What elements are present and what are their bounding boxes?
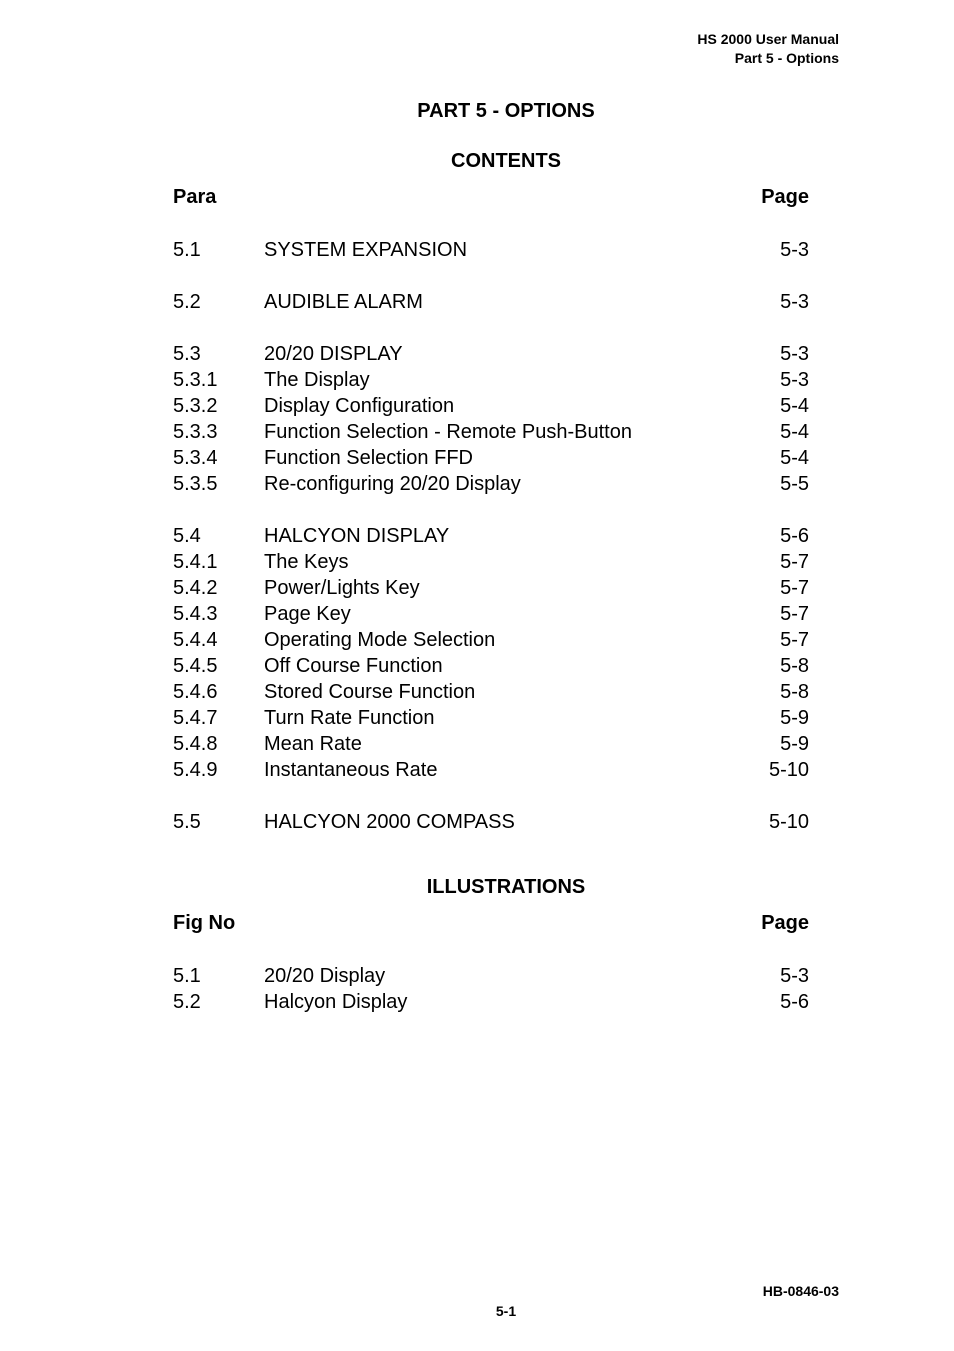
toc-entry-title: Display Configuration: [264, 395, 455, 417]
toc-page-number: 5-7: [780, 551, 809, 573]
toc-row: [173, 523, 809, 549]
toc-row: [173, 653, 809, 679]
toc-row: [173, 679, 809, 705]
toc-row: [173, 601, 809, 627]
figure-row: [173, 963, 809, 989]
toc-entry-title: 20/20 DISPLAY: [264, 343, 403, 365]
toc-entry-title: AUDIBLE ALARM: [264, 291, 423, 313]
toc-row: [173, 809, 809, 835]
figure-page-number: 5-3: [780, 965, 809, 987]
toc-entry-title: Operating Mode Selection: [264, 629, 496, 651]
toc-page-number: 5-9: [780, 707, 809, 729]
document-number: HB-0846-03: [762, 1283, 839, 1299]
toc-entry-title: Function Selection - Remote Push-Button: [264, 421, 632, 443]
toc-entry-title: Stored Course Function: [264, 681, 476, 703]
toc-entry-title: Turn Rate Function: [264, 707, 435, 729]
toc-page-number: 5-5: [780, 473, 809, 495]
toc-entry-title: Power/Lights Key: [264, 577, 420, 599]
manual-title: HS 2000 User Manual: [697, 31, 839, 47]
toc-page-number: 5-8: [780, 655, 809, 677]
toc-row: [173, 237, 809, 263]
figure-title: Halcyon Display: [264, 991, 408, 1013]
toc-page-number: 5-10: [768, 811, 809, 833]
toc-entry-title: SYSTEM EXPANSION: [264, 239, 468, 261]
toc-para-number: 5.3: [173, 343, 201, 365]
toc-page-number: 5-8: [780, 681, 809, 703]
figure-number: 5.1: [173, 965, 201, 987]
toc-para-number: 5.3.5: [173, 473, 218, 495]
toc-para-number: 5.3.4: [173, 447, 218, 469]
running-header: [697, 30, 839, 68]
toc-entry-title: Mean Rate: [264, 733, 362, 755]
figure-title: 20/20 Display: [264, 965, 386, 987]
toc-para-number: 5.1: [173, 239, 201, 261]
toc-row: [173, 731, 809, 757]
para-column-header: Para: [173, 186, 217, 208]
toc-row: [173, 393, 809, 419]
toc-para-number: 5.3.1: [173, 369, 218, 391]
part-title: Part 5 - Options: [734, 50, 839, 66]
toc-row: [173, 575, 809, 601]
illustrations-heading: ILLUSTRATIONS: [426, 876, 586, 898]
toc-para-number: 5.4.5: [173, 655, 218, 677]
toc-para-number: 5.4.3: [173, 603, 218, 625]
toc-entry-title: Off Course Function: [264, 655, 443, 677]
toc-row: [173, 289, 809, 315]
toc-page-number: 5-3: [780, 239, 809, 261]
toc-page-number: 5-4: [780, 421, 809, 443]
toc-para-number: 5.4.2: [173, 577, 218, 599]
toc-entry-title: HALCYON 2000 COMPASS: [264, 811, 515, 833]
toc-entry-title: Re-configuring 20/20 Display: [264, 473, 521, 495]
toc-page-number: 5-7: [780, 629, 809, 651]
toc-para-number: 5.3.2: [173, 395, 218, 417]
toc-row: [173, 627, 809, 653]
fig-no-column-header: Fig No: [173, 912, 236, 934]
toc-entry-title: Function Selection FFD: [264, 447, 473, 469]
figure-number: 5.2: [173, 991, 201, 1013]
toc-entry-title: The Display: [264, 369, 370, 391]
figure-row: [173, 989, 809, 1015]
toc-para-number: 5.4: [173, 525, 201, 547]
toc-page-number: 5-3: [780, 369, 809, 391]
fig-page-column-header: Page: [761, 912, 809, 934]
toc-para-number: 5.4.8: [173, 733, 218, 755]
page-title: PART 5 - OPTIONS: [417, 100, 595, 122]
toc-row: [173, 757, 809, 783]
toc-row: [173, 367, 809, 393]
toc-page-number: 5-9: [780, 733, 809, 755]
toc-entry-title: Page Key: [264, 603, 351, 625]
toc-para-number: 5.4.7: [173, 707, 218, 729]
toc-row: [173, 445, 809, 471]
toc-page-number: 5-3: [780, 343, 809, 365]
toc-page-number: 5-7: [780, 577, 809, 599]
toc-page-number: 5-10: [768, 759, 809, 781]
toc-page-number: 5-3: [780, 291, 809, 313]
toc-row: [173, 549, 809, 575]
toc-para-number: 5.2: [173, 291, 201, 313]
toc-row: [173, 705, 809, 731]
page-column-header: Page: [761, 186, 809, 208]
toc-para-number: 5.4.4: [173, 629, 218, 651]
toc-para-number: 5.3.3: [173, 421, 218, 443]
toc-para-number: 5.5: [173, 811, 201, 833]
toc-row: [173, 341, 809, 367]
figure-page-number: 5-6: [780, 991, 809, 1013]
page-number: 5-1: [495, 1303, 517, 1319]
toc-para-number: 5.4.6: [173, 681, 218, 703]
contents-heading: CONTENTS: [451, 150, 561, 172]
toc-para-number: 5.4.9: [173, 759, 218, 781]
toc-entry-title: HALCYON DISPLAY: [264, 525, 450, 547]
toc-page-number: 5-7: [780, 603, 809, 625]
toc-row: [173, 471, 809, 497]
toc-page-number: 5-4: [780, 395, 809, 417]
toc-entry-title: The Keys: [264, 551, 349, 573]
toc-entry-title: Instantaneous Rate: [264, 759, 438, 781]
toc-row: [173, 419, 809, 445]
toc-page-number: 5-6: [780, 525, 809, 547]
toc-page-number: 5-4: [780, 447, 809, 469]
toc-para-number: 5.4.1: [173, 551, 218, 573]
